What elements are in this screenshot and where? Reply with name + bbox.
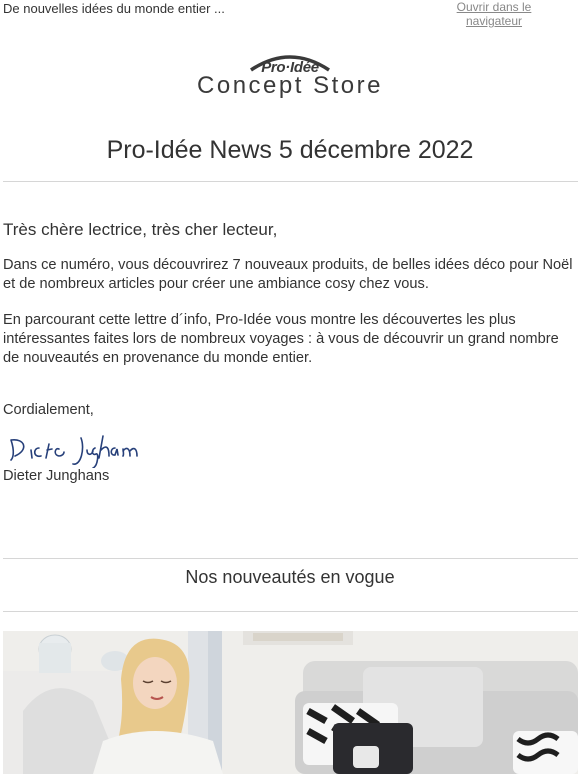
divider-section-bottom	[3, 611, 578, 612]
newsletter-headline: Pro-Idée News 5 décembre 2022	[106, 136, 474, 164]
divider-top	[3, 181, 578, 182]
logo[interactable]	[0, 52, 580, 99]
letter-paragraph-1: Dans ce numéro, vous découvrirez 7 nouveaux produits, de belles idées déco pour Noël et de nombreux articles pour créer une ambiance cosy chez vous.	[3, 257, 573, 292]
logo-mark	[245, 52, 335, 78]
logo-brand: Pro·Idée	[261, 59, 319, 76]
section-title: Nos nouveautés en vogue	[185, 567, 395, 587]
divider-section-top	[3, 558, 578, 559]
letter-paragraph-2: En parcourant cette lettre d´info, Pro-Idée vous montre les découvertes les plus intéressantes faites lors de nombreux voyages : à vous de découvrir un grand nombre de nouveautés en provenance du monde entier.	[3, 312, 559, 366]
open-in-browser-link[interactable]: Ouvrir dans le navigateur	[456, 0, 532, 28]
handwritten-signature	[3, 430, 168, 468]
hero-product-image[interactable]	[3, 631, 578, 774]
hero-photo-illustration	[3, 631, 578, 774]
logo-store-name: Concept Store	[197, 72, 383, 99]
letter-signer: Dieter Junghans	[3, 468, 110, 484]
letter-closing: Cordialement,	[3, 402, 94, 418]
letter-greeting: Très chère lectrice, très cher lecteur,	[3, 220, 278, 239]
preheader-text: De nouvelles idées du monde entier ...	[3, 1, 225, 16]
